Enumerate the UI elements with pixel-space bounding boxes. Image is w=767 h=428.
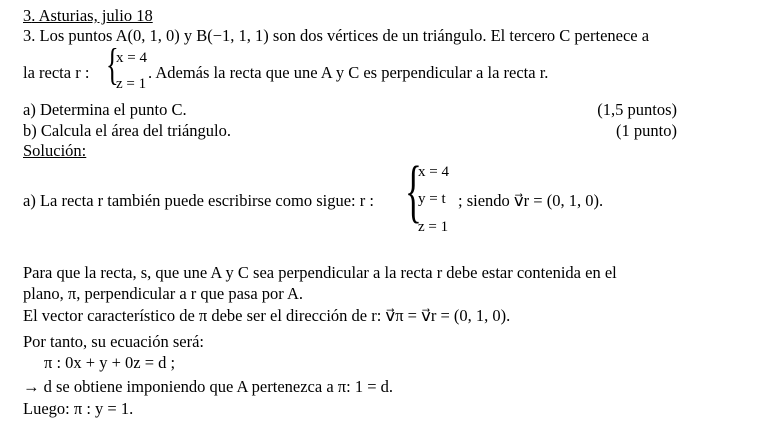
plane-equation: π : 0x + y + 0z = d ; (44, 353, 176, 372)
solution-heading: Solución: (23, 141, 87, 160)
system-r-row1: x = 4 (116, 50, 147, 66)
solution-a-suffix: ; siendo v⃗r = (0, 1, 0). (458, 191, 604, 210)
problem-source: . Asturias, julio 18 (31, 6, 153, 25)
brace-icon: { (405, 153, 422, 230)
paragraph-5: Luego: π : y = 1. (23, 399, 134, 418)
part-a-question: a) Determina el punto C. (23, 100, 187, 119)
paragraph-2: El vector característico de π debe ser el dirección de r: v⃗π = v⃗r = (0, 1, 0). (23, 306, 511, 325)
solution-a-prefix: a) La recta r también puede escribirse como sigue: r : (23, 191, 374, 210)
problem-number: 3 (23, 6, 32, 25)
problem-line2-prefix: la recta r : (23, 63, 90, 82)
paragraph-1-line1: Para que la recta, s, que une A y C sea perpendicular a la recta r debe estar contenida en el (23, 263, 617, 282)
solution-system-row1: x = 4 (418, 164, 449, 180)
paragraph-4: → d se obtiene imponiendo que A pertenezca a π: 1 = d. (23, 377, 393, 396)
solution-system-row2: y = t (418, 191, 446, 207)
system-r-row2: z = 1 (116, 76, 147, 92)
paragraph-1-line2: plano, π, perpendicular a r que pasa por A. (23, 284, 304, 303)
part-a-points: (1,5 puntos) (597, 100, 677, 119)
problem-statement-line1: 3. Los puntos A(0, 1, 0) y B(−1, 1, 1) son dos vértices de un triángulo. El tercero C pertenece a (23, 26, 650, 45)
solution-system-row3: z = 1 (418, 219, 449, 235)
paragraph-3: Por tanto, su ecuación será: (23, 332, 204, 351)
part-b-points: (1 punto) (616, 121, 677, 140)
brace-icon: { (106, 40, 119, 89)
problem-header (23, 6, 153, 26)
problem-line2-suffix: . Además la recta que une A y C es perpendicular a la recta r. (148, 63, 549, 82)
part-b-question: b) Calcula el área del triángulo. (23, 121, 231, 140)
